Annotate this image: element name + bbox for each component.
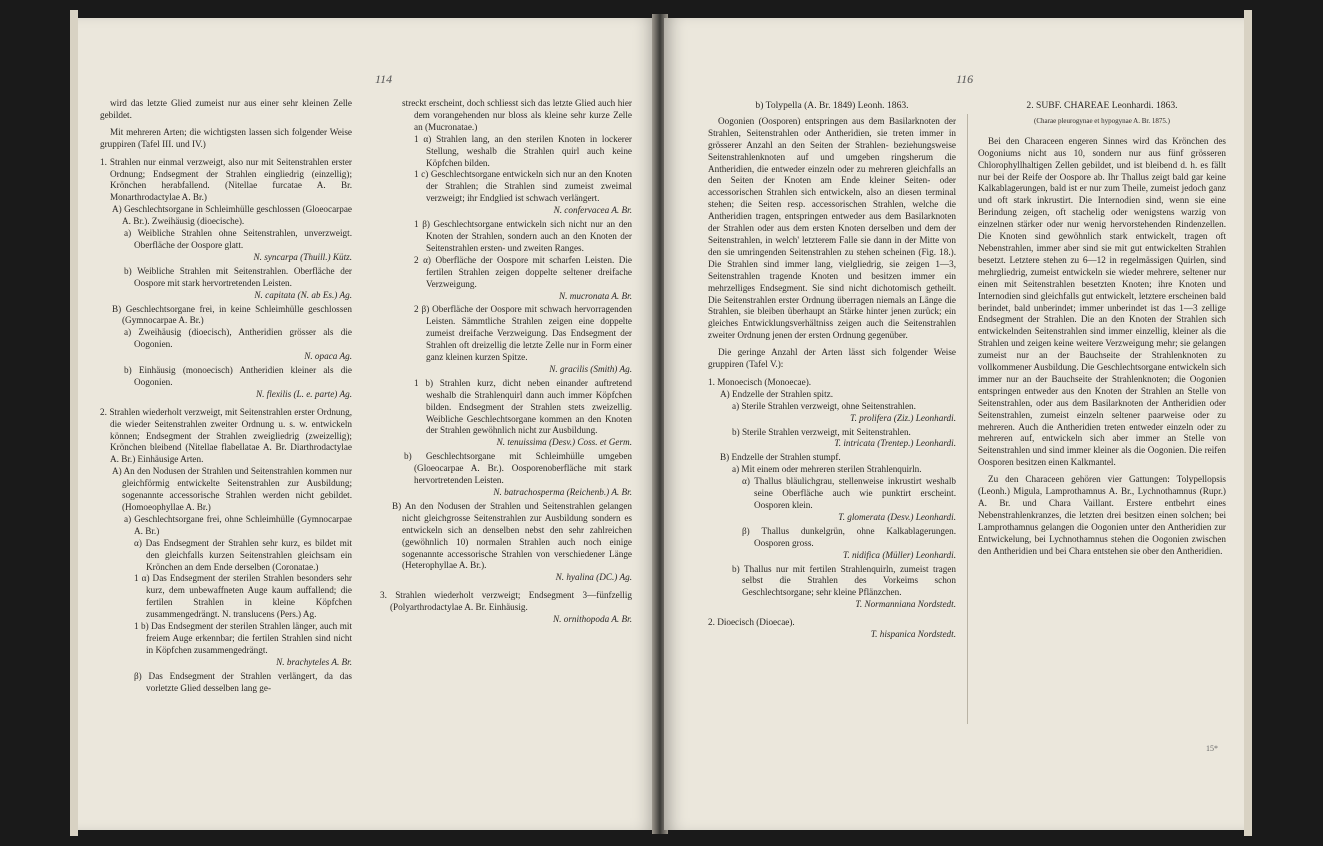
list-item: B) Endzelle der Strahlen stumpf. bbox=[720, 452, 841, 463]
list-item: b) Weibliche Strahlen mit Seitenstrahlen. Oberfläche der Oospore mit stark hervortretenden Leisten. bbox=[124, 265, 352, 288]
list-item: 3. Strahlen wiederholt verzweigt; Endsegment 3—fünfzellig (Polyarthrodactylae A. Br. Einhäusig. bbox=[380, 590, 632, 613]
section-subheading: (Charae pleurogynae et hypogynae A. Br. 1875.) bbox=[1034, 116, 1170, 125]
list-item: b) Geschlechtsorgane mit Schleimhülle umgeben (Gloeocarpae A. Br.). Oosporenoberfläche mit stark hervortretenden Leisten. bbox=[404, 451, 632, 486]
right-column-1 bbox=[708, 100, 956, 818]
list-item: B) An den Nodusen der Strahlen und Seitenstrahlen gelangen nicht gleichgrosse Seitenstrahlen zur Ausbildung sondern es entwickeln sich an denselben nebst den sehr zahlreichen (gewöhnlich 10) normalen Strahlen auch noch einige sogenannte accessorische Strahlen von verschiedener Länge (Heterophyllae A. Br.). bbox=[392, 500, 632, 571]
left-page-number: 114 bbox=[375, 72, 393, 86]
right-page-number: 116 bbox=[956, 72, 974, 86]
list-item: 1. Monoecisch (Monoecae). bbox=[708, 376, 812, 387]
species-name: N. ornithopoda A. Br. bbox=[553, 614, 632, 625]
species-name: N. confervacea A. Br. bbox=[553, 205, 632, 216]
list-item: β) Das Endsegment der Strahlen verlängert, da das vorletzte Glied desselben lang ge- bbox=[134, 670, 352, 693]
paragraph: Die geringe Anzahl der Arten lässt sich folgender Weise gruppiren (Tafel V.): bbox=[708, 347, 956, 370]
section-heading: 2. SUBF. CHAREAE Leonhardi. 1863. bbox=[1026, 100, 1178, 111]
list-item: a) Sterile Strahlen verzweigt, ohne Seitenstrahlen. bbox=[732, 400, 916, 411]
species-name: T. intricata (Trentep.) Leonhardi. bbox=[834, 438, 956, 449]
paragraph: Zu den Characeen gehören vier Gattungen: Tolypellopsis (Leonh.) Migula, Lamprothamnus A. Br., Lychnothamnus (Rupr.) A. Br. und Chara Vaillant. Erstere entbehrt eines Nebenstrahlenkranzes, die letzten drei besitzen einen solchen; bei Lamprothamnus gelangen die Oogonien unter den Antheridien zur Entwickelung, bei Lychnothamnus stehen die Oogonien zwischen den Antheridien und bei Chara entstehen sie ober den Antheridien. bbox=[978, 474, 1226, 556]
list-item: α) Thallus bläulichgrau, stellenweise inkrustirt weshalb seine Oberfläche auch wie punktirt erscheint. Oosporen klein. bbox=[742, 476, 956, 510]
species-name: N. flexilis (L. e. parte) Ag. bbox=[255, 388, 352, 399]
list-item: 1. Strahlen nur einmal verzweigt, also nur mit Seitenstrahlen erster Ordnung; Endsegment der Strahlen eingliedrig (einzellig); Krönchen herabfallend. (Nitellae furcatae A. Br. Monarthrodactylae A. Br.) bbox=[100, 156, 352, 203]
paragraph: wird das letzte Glied zumeist nur aus einer sehr kleinen Zelle gebildet. bbox=[100, 98, 352, 120]
left-page-edge bbox=[70, 10, 78, 836]
list-item: A) Geschlechtsorgane in Schleimhülle geschlossen (Gloeocarpae A. Br.). Zweihäusig (dioecische). bbox=[112, 204, 352, 227]
species-name: N. hyalina (DC.) Ag. bbox=[555, 572, 632, 583]
list-item: 2. Dioecisch (Dioecae). bbox=[708, 617, 795, 628]
section-heading: b) Tolypella (A. Br. 1849) Leonh. 1863. bbox=[755, 100, 909, 111]
list-item: 2 β) Oberfläche der Oospore mit schwach hervorragenden Leisten. Sämmtliche Strahlen zeigen eine doppelte zumeist dreifache Verzweigung. Das Endsegment der Strahlen oft dreizellig die letzte Zelle nur in Form einer ganz kleinen kurzen Spitze. bbox=[414, 304, 632, 363]
species-name: N. tenuissima (Desv.) Coss. et Germ. bbox=[496, 437, 632, 448]
species-name: T. prolifera (Ziz.) Leonhardi. bbox=[850, 412, 956, 423]
list-item: b) Thallus nur mit fertilen Strahlenquirln, zumeist tragen selbst die Strahlen des Vorkeims schon Geschlechtsorgane; sehr kleine Pflänzchen. bbox=[732, 563, 956, 598]
list-item: b) Einhäusig (monoecisch) Antheridien kleiner als die Oogonien. bbox=[124, 365, 352, 387]
list-item: 2. Strahlen wiederholt verzweigt, mit Seitenstrahlen erster Ordnung, die wieder Seitenstrahlen zweiter Ordnung u. s. w. entwickeln können; Endsegment der Strahlen zweigliedrig (zweizellig); Krönchen bleibend (Nitellae flabellatae A. Br. Diarthrodactylae A. Br.) Einhäusige Arten. bbox=[100, 406, 352, 465]
list-item: 1 b) Das Endsegment der sterilen Strahlen länger, auch mit freiem Auge erkennbar; die fertilen Strahlen sind nicht in Köpfchen zusammengedrängt. bbox=[134, 621, 352, 655]
list-item: B) Geschlechtsorgane frei, in keine Schleimhülle geschlossen (Gymnocarpae A. Br.) bbox=[112, 303, 352, 326]
species-name: N. syncarpa (Thuill.) Kütz. bbox=[253, 251, 352, 262]
list-item: 2 α) Oberfläche der Oospore mit scharfen Leisten. Die fertilen Strahlen zeigen doppelte seltener dreifache Verzweigung. bbox=[414, 254, 632, 289]
species-name: N. gracilis (Smith) Ag. bbox=[549, 363, 632, 374]
species-name: T. Normanniana Nordstedt. bbox=[855, 599, 956, 610]
left-column-2 bbox=[380, 98, 632, 818]
list-item: β) Thallus dunkelgrün, ohne Kalkablagerungen. Oosporen gross. bbox=[742, 525, 956, 548]
list-item: a) Weibliche Strahlen ohne Seitenstrahlen, unverzweigt. Oberfläche der Oospore glatt. bbox=[124, 228, 352, 250]
species-name: N. capitata (N. ab Es.) Ag. bbox=[254, 289, 352, 300]
species-name: T. glomerata (Desv.) Leonhardi. bbox=[838, 511, 956, 522]
paragraph: Bei den Characeen engeren Sinnes wird das Krönchen des Oogoniums nicht aus 10, sondern nur aus fünf grösseren Chlorophyllhaltigen Zellen gebildet, und ist bleibend d. h. es fällt nur bei der Reife der Oospore ab. Ihr Thallus zeigt bald gar keine Kalkablagerungen, bald ist er nur zum Theile, zumeist jedoch ganz und oft stark inkrustirt. Die Internodien sind, wenn sie eine Berindung zeigen, oft stachelig oder wenigstens warzig von einzelnen stärker oder nur wenig hervorstehenden Rindenzellen. Die Knoten sind gewöhnlich stark entwickelt, tragen oft Nebenstrahlen, immer aber sind sie mit gut entwickelten Strahlen besetzt. Letztere stehen zu 6—12 in regelmässigen Quirlen, sind mehrgliedrig, zumeist entwickeln sie wieder mehrere, seltener nur einen mit Seitenstrahlen besetzten Knoten; ihre Knoten und Internodien sind gleichfalls gut entwickelt, letztere erscheinen bald berindet, bald unberindet; immer unberindet ist das 1—3 zellige Endsegment der Strahlen. Die an den Knoten der Strahlen sich entwickelnden Seitenstrahlen sind immer einzellig, kleiner als die Strahlen und zeigen keine weitere Verzweigung mehr; sie gelangen zumeist nur an der Bauchseite der Strahlenknoten zu vollkommener Ausbildung. Die Geschlechtsorgane entwickeln sich immer nur an der Bauchseite der Strahlenknoten; die Oogonien entspringen entweder aus den Knoten der Strahlen an Stelle von Seitenstrahlen, oder aus dem Basilarknoten der Antheridien oder Seitenstrahlen, zumeist einzeln seltener paarweise oder zu mehreren. Auch die Antheridien treten entweder einzeln oder zu mehreren auf, entwickeln sich aber immer an Stelle von Seitenstrahlen und sind immer kleiner als die Oogonien. Die reifen Oosporen besitzen einen Kalkmantel. bbox=[978, 135, 1226, 468]
column-divider bbox=[967, 114, 968, 724]
list-item: 1 b) Strahlen kurz, dicht neben einander auftretend weshalb die Strahlenquirl dann auch immer Köpfchen bilden. Endsegment der Strahlen stets zweizellig. Weibliche Geschlechtsorgane kommen an den Knoten der Strahlen gewöhnlich nicht zur Ausbildung. bbox=[414, 377, 632, 436]
paragraph: Mit mehreren Arten; die wichtigsten lassen sich folgender Weise gruppiren (Tafel III. und IV.) bbox=[100, 126, 352, 149]
list-item: a) Geschlechtsorgane frei, ohne Schleimhülle (Gymnocarpae A. Br.) bbox=[124, 513, 352, 536]
right-page bbox=[664, 18, 1244, 830]
list-item: A) Endzelle der Strahlen spitz. bbox=[720, 388, 834, 399]
list-item: 1 α) Das Endsegment der sterilen Strahlen besonders sehr kurz, dem unbewaffneten Auge kaum auffallend; die fertilen Strahlen in kleine Köpfchen zusammengedrängt. N. translucens (Pers.) Ag. bbox=[134, 573, 352, 620]
list-item: 1 c) Geschlechtsorgane entwickeln sich nur an den Knoten der Strahlen; die Strahlen sind zumeist zweimal verzweigt; ihr Endglied ist schwach verlängert. bbox=[414, 169, 632, 204]
paragraph: Oogonien (Oosporen) entspringen aus dem Basilarknoten der Strahlen, Seitenstrahlen oder Antheridien, sie treten immer in grösserer Anzahl an den Seiten der Strahlen- beziehungsweise Seitenstrahlenknoten auf und umgeben ringsherum die Antheridien, die entweder einzeln oder zu mehreren gleichfalls an den Seiten der Knoten am Ende kleiner Seiten- oder accessorischen Strahlen sich entwickeln, also an diesen terminal stehen; die Seiten resp. accessorischen Strahlen, welche die Antheridien tragen, entspringen entweder aus dem Basilarknoten der Strahlen oder aus dem ersten Knoten derselben und dem der Seitenstrahlen, in welch' letzterem Falle sie dann in der Mitte von den sie umringenden Seitenstrahlen zu stehen scheinen (Fig. 18.). Die Strahlen sind immer lang, vielgliedrig, sie zeigen 1—3, Seitenstrahlen tragende Knoten und besitzen immer ein mehrzelliges Endsegment. Sie sind nicht dichotomisch getheilt. Die Seitenstrahlen erster Ordnung überragen niemals an Länge die Strahlen, sie bleiben überhaupt an Stärke hinter jenen zurück; ein gleiches Entwicklungsverhältniss zeigen auch die Seitenstrahlen zweiter Ordnung jenen der ersten Ordnung gegenüber. bbox=[708, 115, 956, 341]
species-name: N. brachyteles A. Br. bbox=[276, 656, 352, 667]
signature-mark: 15* bbox=[1206, 744, 1218, 753]
species-name: N. mucronata A. Br. bbox=[559, 290, 632, 301]
right-page-edge bbox=[1244, 10, 1252, 836]
list-item: a) Zweihäusig (dioecisch), Antheridien grösser als die Oogonien. bbox=[124, 327, 352, 350]
left-page bbox=[78, 18, 656, 830]
list-item: 1 β) Geschlechtsorgane entwickeln sich nicht nur an den Knoten der Strahlen, sondern auch an den Knoten der Seitenstrahlen ersten- und zweiten Ranges. bbox=[414, 219, 632, 253]
species-name: N. opaca Ag. bbox=[304, 351, 352, 362]
list-item: α) Das Endsegment der Strahlen sehr kurz, es bildet mit den gleichfalls kurzen Seitenstrahlen gleichsam ein Krönchen an dem Ende derselben (Coronatae.) bbox=[134, 537, 352, 572]
list-item: b) Sterile Strahlen verzweigt, mit Seitenstrahlen. bbox=[732, 426, 911, 437]
right-column-2 bbox=[978, 100, 1226, 818]
list-item: a) Mit einem oder mehreren sterilen Strahlenquirln. bbox=[732, 464, 922, 475]
list-item: A) An den Nodusen der Strahlen und Seitenstrahlen kommen nur gleichförmig entwickelte Seitenstrahlen zur Ausbildung; sogenannte accessorische Strahlen werden nicht gebildet. (Homoeophyllae A. Br.) bbox=[112, 466, 352, 512]
species-name: T. hispanica Nordstedt. bbox=[870, 629, 956, 640]
species-name: T. nidifica (Müller) Leonhardi. bbox=[842, 549, 956, 560]
list-item: streckt erscheint, doch schliesst sich das letzte Glied auch hier dem vorangehenden nur bloss als kleine sehr kurze Zelle an (Mucronatae.) bbox=[402, 98, 632, 132]
left-column-1 bbox=[100, 98, 352, 818]
list-item: 1 α) Strahlen lang, an den sterilen Knoten in lockerer Stellung, weshalb die Strahlen quirl auch keine Köpfchen bilden. bbox=[414, 133, 632, 168]
species-name: N. batrachosperma (Reichenb.) A. Br. bbox=[493, 487, 632, 497]
